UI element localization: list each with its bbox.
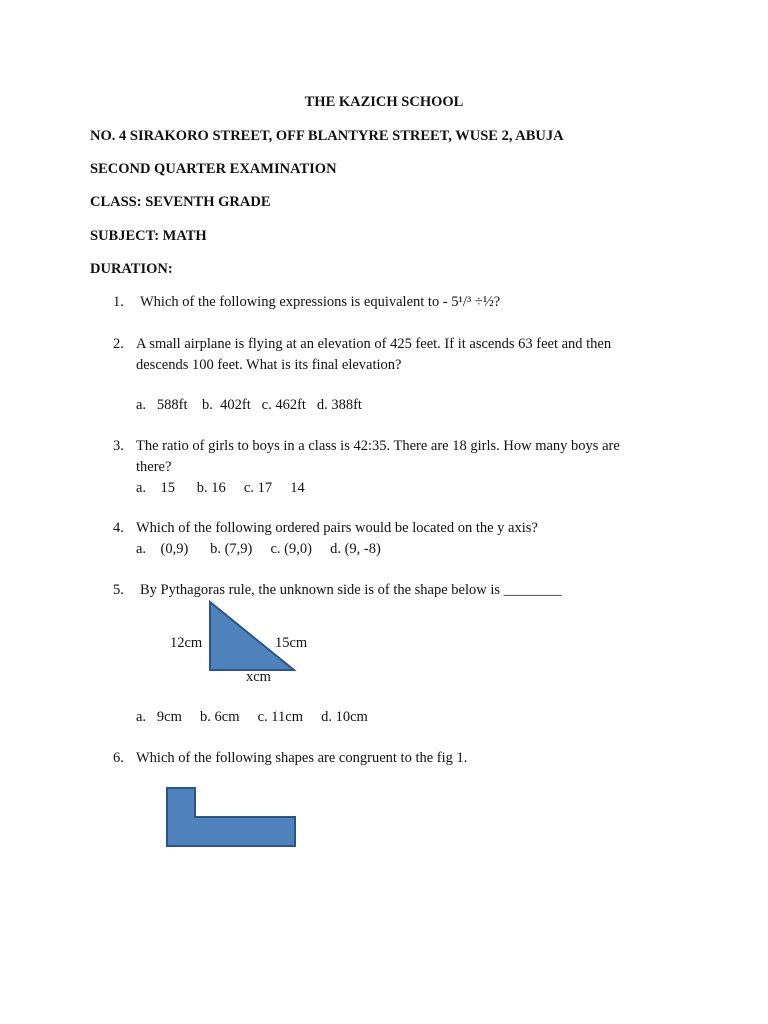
question-2-text-cont: descends 100 feet. What is its final elevation? (136, 357, 402, 373)
class-line: CLASS: SEVENTH GRADE (90, 194, 271, 210)
duration-line: DURATION: (90, 261, 173, 277)
question-1-text: Which of the following expressions is equivalent to - 5¹/³ ÷½? (140, 294, 501, 310)
l-shape (167, 788, 295, 846)
triangle-label-bottom: xcm (246, 669, 271, 685)
question-5-options: a. 9cm b. 6cm c. 11cm d. 10cm (136, 709, 368, 725)
question-4-text: Which of the following ordered pairs would be located on the y axis? (136, 520, 538, 536)
question-number: 2. (113, 336, 124, 352)
question-4-options: a. (0,9) b. (7,9) c. (9,0) d. (9, -8) (136, 541, 381, 557)
l-shape-figure (160, 782, 304, 854)
triangle-label-right: 15cm (275, 635, 308, 651)
question-number: 4. (113, 520, 124, 536)
question-3-text-cont: there? (136, 459, 172, 475)
question-2-text: A small airplane is flying at an elevation of 425 feet. If it ascends 63 feet and then (136, 336, 612, 352)
question-number: 3. (113, 438, 124, 454)
school-name: THE KAZICH SCHOOL (304, 94, 464, 110)
question-number: 6. (113, 750, 124, 766)
question-2-options: a. 588ft b. 402ft c. 462ft d. 388ft (136, 397, 362, 413)
question-6-text: Which of the following shapes are congruent to the fig 1. (136, 750, 468, 766)
subject-line: SUBJECT: MATH (90, 228, 207, 244)
exam-title: SECOND QUARTER EXAMINATION (90, 161, 337, 177)
question-number: 5. (113, 582, 124, 598)
school-address: NO. 4 SIRAKORO STREET, OFF BLANTYRE STREET, WUSE 2, ABUJA (90, 128, 564, 144)
question-3-options: a. 15 b. 16 c. 17 14 (136, 480, 305, 496)
question-3-text: The ratio of girls to boys in a class is 42:35. There are 18 girls. How many boys are (136, 438, 620, 454)
question-5-text: By Pythagoras rule, the unknown side is of the shape below is ________ (140, 582, 562, 598)
triangle-label-left: 12cm (170, 635, 203, 651)
question-number: 1. (113, 294, 124, 310)
